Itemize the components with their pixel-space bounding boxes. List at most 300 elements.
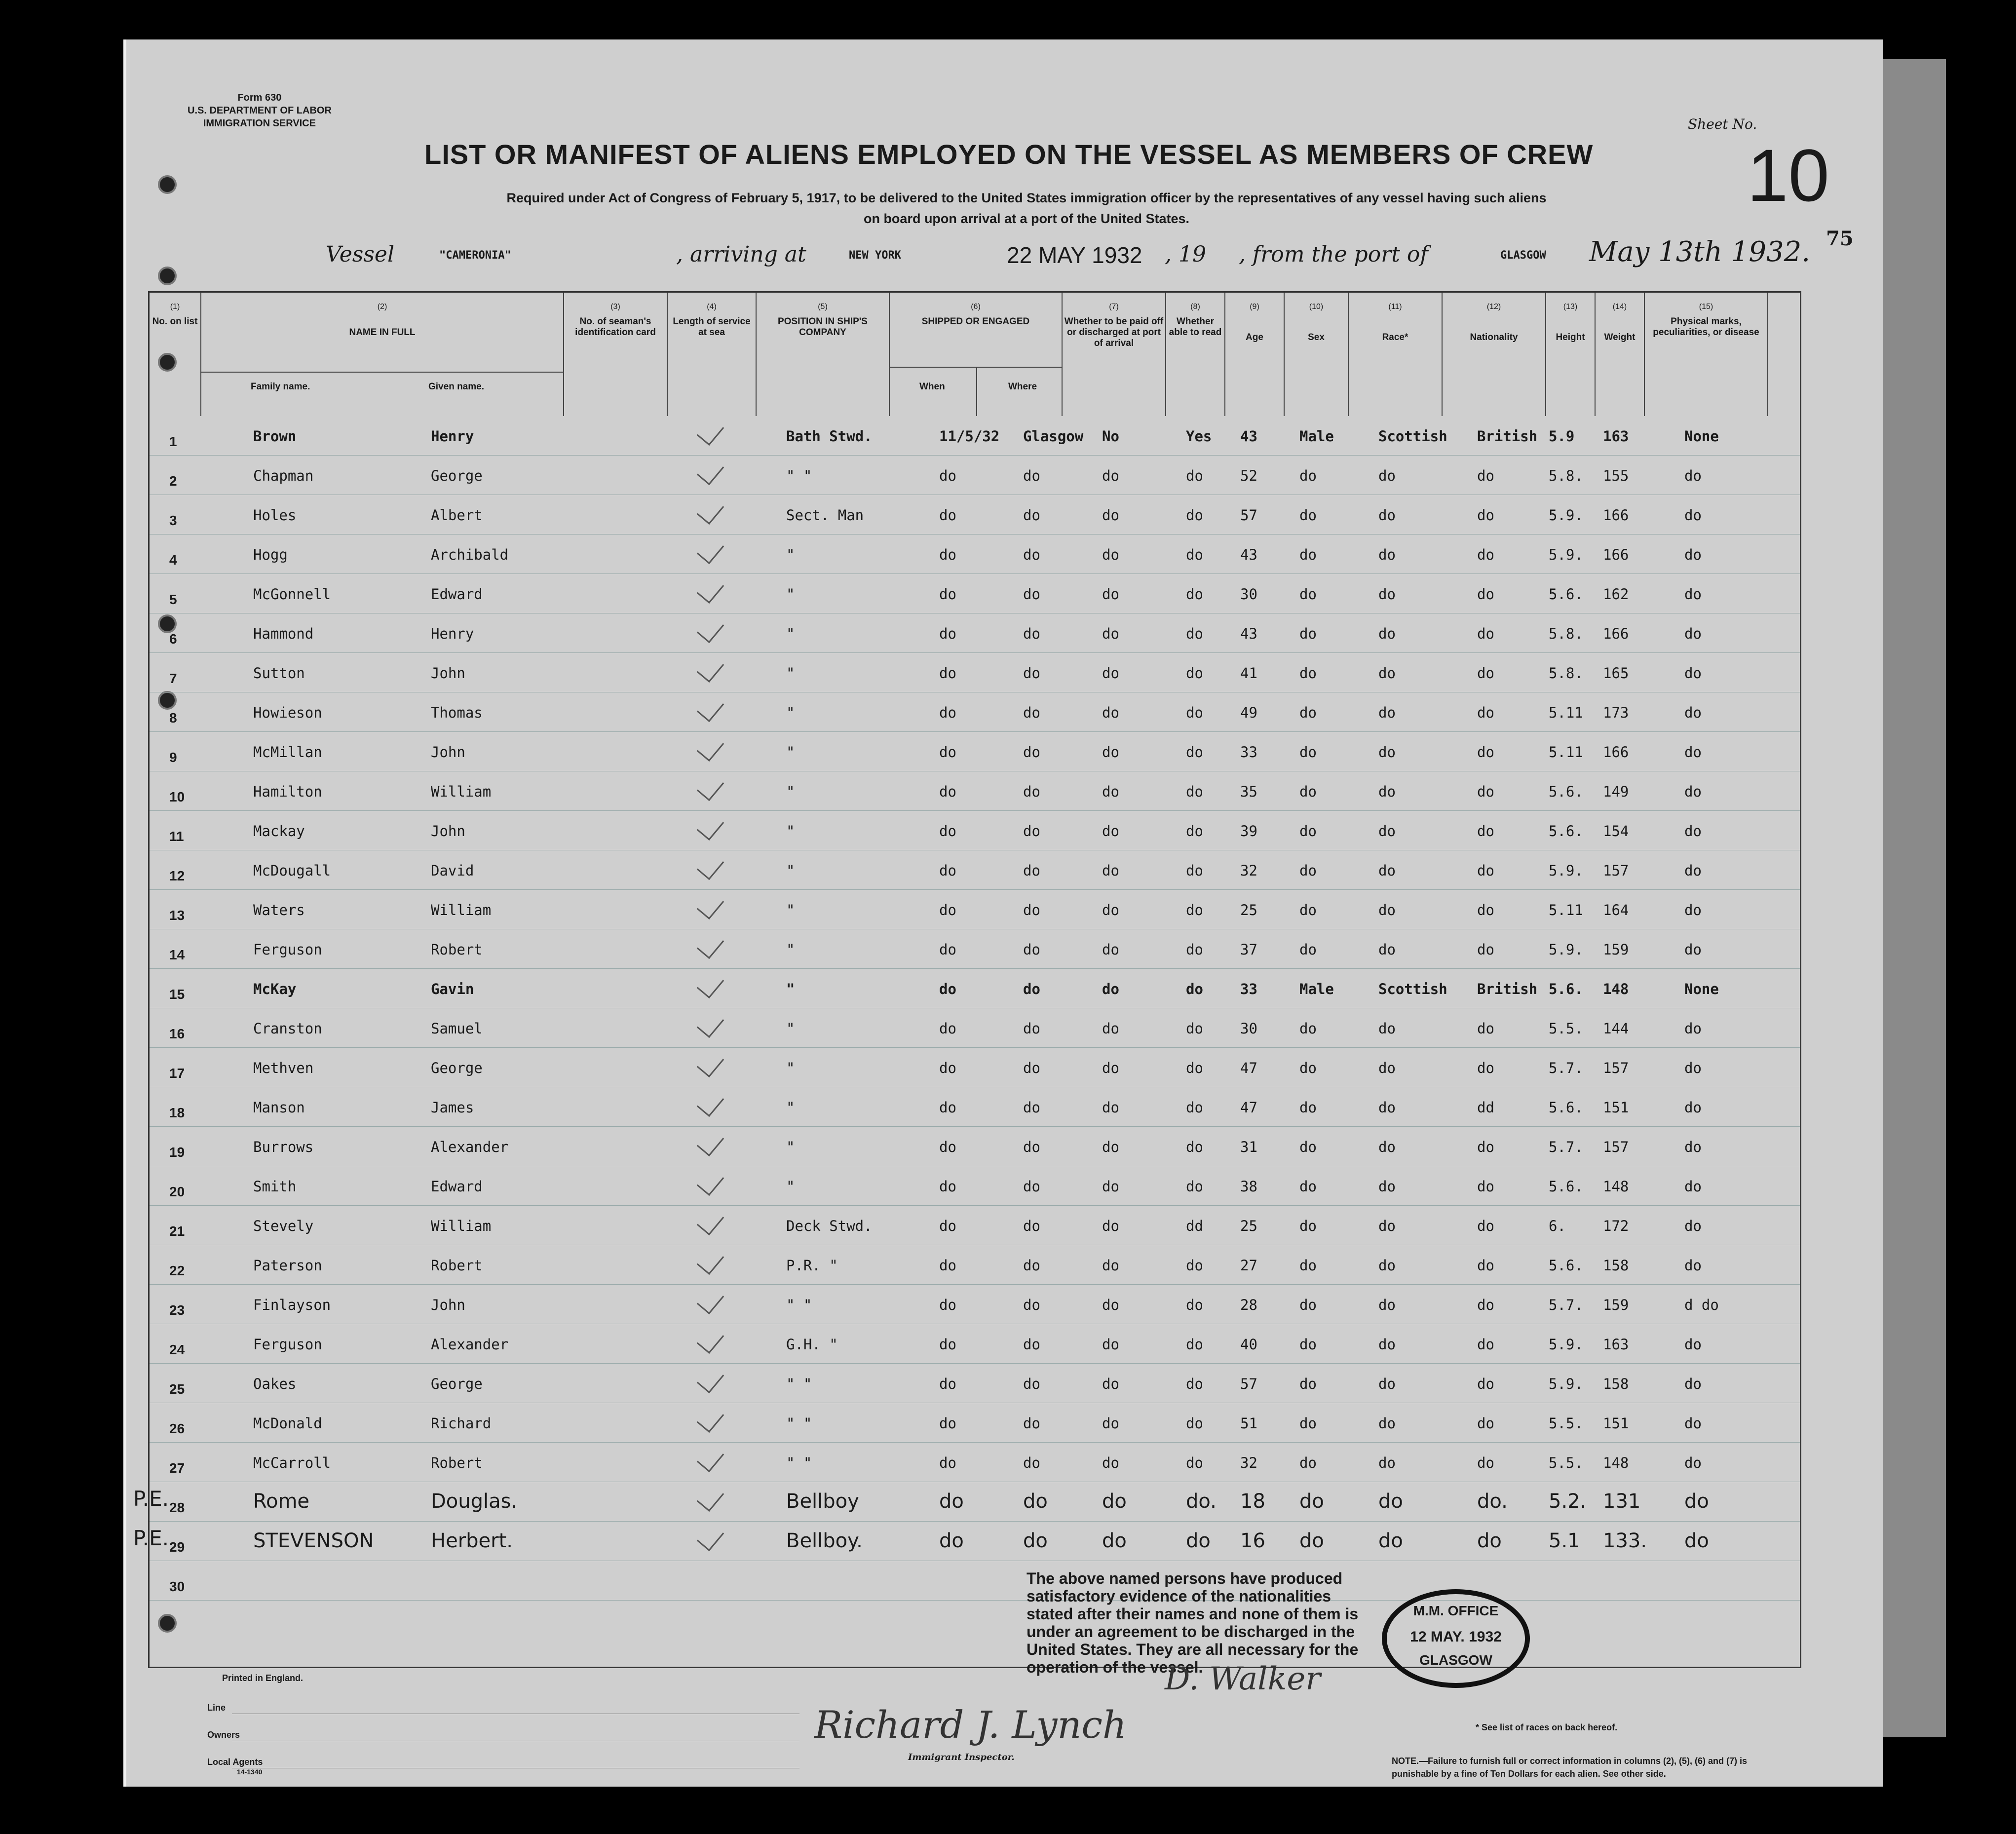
cell-marks: do bbox=[1684, 507, 1702, 524]
cell-family: McMillan bbox=[253, 744, 322, 761]
cell-marks: do bbox=[1684, 941, 1702, 958]
cell-height: 5.6. bbox=[1549, 823, 1583, 840]
cell-age: 52 bbox=[1240, 467, 1257, 484]
cell-age: 33 bbox=[1240, 981, 1257, 997]
cell-sex: do bbox=[1299, 1336, 1317, 1353]
vessel-label: Vessel bbox=[326, 242, 395, 267]
cell-sex: do bbox=[1299, 1099, 1317, 1116]
col-header-position: (5) POSITION IN SHIP'S COMPANY bbox=[757, 293, 890, 416]
cell-marks: do bbox=[1684, 467, 1702, 484]
cell-nat: do bbox=[1477, 862, 1494, 879]
cell-read: do bbox=[1186, 783, 1203, 800]
table-row bbox=[150, 574, 1800, 613]
cell-nat: dd bbox=[1477, 1099, 1494, 1116]
cell-position: " bbox=[786, 1178, 795, 1195]
cell-given: George bbox=[431, 1060, 483, 1076]
cell-when: do bbox=[939, 1257, 956, 1274]
cell-height: 5.6. bbox=[1549, 1099, 1583, 1116]
cell-paid: do bbox=[1102, 665, 1119, 682]
cell-age: 33 bbox=[1240, 744, 1257, 761]
cell-read: do bbox=[1186, 704, 1203, 721]
cell-sex: do bbox=[1299, 1218, 1317, 1234]
cell-age: 25 bbox=[1240, 902, 1257, 918]
cell-paid: do bbox=[1102, 1336, 1119, 1353]
cell-read: do bbox=[1186, 546, 1203, 563]
cell-where: do bbox=[1023, 625, 1040, 642]
cell-position: " " bbox=[786, 1415, 812, 1432]
cell-when: do bbox=[939, 625, 956, 642]
cell-given: Edward bbox=[431, 1178, 483, 1195]
cell-weight: 173 bbox=[1603, 704, 1629, 721]
departure-date-handwritten: May 13th 1932. bbox=[1589, 236, 1811, 268]
checkmark-icon bbox=[697, 1523, 724, 1551]
table-row bbox=[150, 456, 1800, 495]
row-number: 17 bbox=[169, 1066, 185, 1081]
page-title: LIST OR MANIFEST OF ALIENS EMPLOYED ON THE VESSEL AS MEMBERS OF CREW bbox=[424, 139, 1594, 170]
cell-age: 30 bbox=[1240, 1020, 1257, 1037]
cell-where: do bbox=[1023, 665, 1040, 682]
table-row bbox=[150, 1245, 1800, 1285]
cell-given: John bbox=[431, 665, 465, 682]
form-number: Form 630 bbox=[237, 92, 282, 103]
cell-read: do. bbox=[1186, 1490, 1217, 1513]
cell-where: do bbox=[1023, 1415, 1040, 1432]
cell-where: do bbox=[1023, 1099, 1040, 1116]
master-signature: D. Walker bbox=[1165, 1661, 1321, 1697]
checkmark-icon bbox=[697, 1286, 724, 1314]
row-number: 4 bbox=[169, 552, 177, 568]
cell-when: do bbox=[939, 467, 956, 484]
cell-position: Bellboy bbox=[786, 1490, 859, 1513]
cell-given: Richard bbox=[431, 1415, 492, 1432]
cell-weight: 148 bbox=[1603, 1454, 1629, 1471]
cell-paid: do bbox=[1102, 783, 1119, 800]
cell-race: do bbox=[1378, 1376, 1396, 1392]
cell-sex: do bbox=[1299, 586, 1317, 603]
cell-nat: do bbox=[1477, 1376, 1494, 1392]
cell-height: 5.6. bbox=[1549, 1257, 1583, 1274]
cell-read: do bbox=[1186, 665, 1203, 682]
cell-marks: do bbox=[1684, 704, 1702, 721]
cell-age: 25 bbox=[1240, 1218, 1257, 1234]
row-number: 27 bbox=[169, 1460, 185, 1476]
cell-marks: do bbox=[1684, 744, 1702, 761]
cell-given: Thomas bbox=[431, 704, 483, 721]
cell-when: do bbox=[939, 862, 956, 879]
cell-marks: do bbox=[1684, 1257, 1702, 1274]
cell-paid: do bbox=[1102, 862, 1119, 879]
cell-family: McDonald bbox=[253, 1415, 322, 1432]
cell-paid: No bbox=[1102, 428, 1119, 445]
cell-paid: do bbox=[1102, 586, 1119, 603]
cell-when: do bbox=[939, 1376, 956, 1392]
cell-position: Bath Stwd. bbox=[786, 428, 873, 445]
cell-height: 5.6. bbox=[1549, 783, 1583, 800]
cell-marks: d do bbox=[1684, 1297, 1719, 1313]
cell-nat: do bbox=[1477, 507, 1494, 524]
cell-when: do bbox=[939, 1060, 956, 1076]
checkmark-icon bbox=[697, 536, 724, 564]
cell-marks: do bbox=[1684, 586, 1702, 603]
cell-marks: do bbox=[1684, 783, 1702, 800]
subtitle-line-1: Required under Act of Congress of February 5, 1917, to be delivered to the United States immigration officer by the representatives of any vessel having such aliens bbox=[506, 191, 1547, 205]
cell-sex: do bbox=[1299, 862, 1317, 879]
cell-position: Bellboy. bbox=[786, 1529, 863, 1552]
cell-when: do bbox=[939, 941, 956, 958]
cell-sex: do bbox=[1299, 1529, 1324, 1552]
cell-height: 5.9. bbox=[1549, 941, 1583, 958]
cell-weight: 172 bbox=[1603, 1218, 1629, 1234]
arriving-label: , arriving at bbox=[676, 242, 806, 267]
col-header-marks: (15) Physical marks, peculiarities, or disease bbox=[1645, 293, 1768, 416]
checkmark-icon bbox=[697, 733, 724, 762]
col-header-paid-off: (7) Whether to be paid off or discharged at port of arrival bbox=[1063, 293, 1166, 416]
cell-race: do bbox=[1378, 586, 1396, 603]
cell-position: Sect. Man bbox=[786, 507, 864, 524]
cell-age: 38 bbox=[1240, 1178, 1257, 1195]
cell-where: do bbox=[1023, 941, 1040, 958]
vessel-name: "CAMERONIA" bbox=[439, 249, 511, 262]
cell-sex: do bbox=[1299, 507, 1317, 524]
cell-sex: do bbox=[1299, 1415, 1317, 1432]
checkmark-icon bbox=[697, 1089, 724, 1117]
cell-age: 57 bbox=[1240, 507, 1257, 524]
cell-height: 5.11 bbox=[1549, 704, 1583, 721]
table-row bbox=[150, 929, 1800, 969]
checkmark-icon bbox=[697, 1484, 724, 1512]
crew-table bbox=[148, 291, 1801, 1668]
cell-family: Mackay bbox=[253, 823, 305, 840]
table-row bbox=[150, 1087, 1800, 1127]
cell-height: 5.11 bbox=[1549, 744, 1583, 761]
cell-race: do bbox=[1378, 1020, 1396, 1037]
row-number: 30 bbox=[169, 1579, 185, 1594]
form-header bbox=[188, 91, 332, 130]
cell-weight: 158 bbox=[1603, 1257, 1629, 1274]
cell-race: do bbox=[1378, 1178, 1396, 1195]
cell-sex: do bbox=[1299, 783, 1317, 800]
cell-height: 5.9. bbox=[1549, 507, 1583, 524]
cell-weight: 163 bbox=[1603, 428, 1629, 445]
cell-paid: do bbox=[1102, 546, 1119, 563]
cell-marks: do bbox=[1684, 1454, 1702, 1471]
cell-height: 5.8. bbox=[1549, 665, 1583, 682]
cell-paid: do bbox=[1102, 1454, 1119, 1471]
cell-sex: do bbox=[1299, 1454, 1317, 1471]
cell-height: 5.9. bbox=[1549, 1376, 1583, 1392]
cell-given: Samuel bbox=[431, 1020, 483, 1037]
checkmark-icon bbox=[697, 1168, 724, 1196]
cell-paid: do bbox=[1102, 1490, 1127, 1513]
col-header-no: (1) No. on list bbox=[150, 293, 201, 416]
cell-sex: do bbox=[1299, 1178, 1317, 1195]
cell-nat: do bbox=[1477, 823, 1494, 840]
cell-family: McCarroll bbox=[253, 1454, 331, 1471]
cell-family: Hammond bbox=[253, 625, 314, 642]
row-number: 7 bbox=[169, 671, 177, 686]
row-number: 11 bbox=[169, 829, 184, 844]
cell-race: do bbox=[1378, 941, 1396, 958]
cell-paid: do bbox=[1102, 1257, 1119, 1274]
cell-where: do bbox=[1023, 1218, 1040, 1234]
cell-nat: do bbox=[1477, 1020, 1494, 1037]
col-header-race: (11) Race* bbox=[1349, 293, 1443, 416]
row-number: 25 bbox=[169, 1381, 185, 1397]
cell-nat: do bbox=[1477, 704, 1494, 721]
table-row bbox=[150, 1364, 1800, 1403]
cell-height: 5.9 bbox=[1549, 428, 1575, 445]
cell-position: " " bbox=[786, 1454, 812, 1471]
cell-where: do bbox=[1023, 704, 1040, 721]
cell-nat: do bbox=[1477, 902, 1494, 918]
cell-position: " bbox=[786, 783, 795, 800]
cell-nat: do bbox=[1477, 586, 1494, 603]
cell-family: Hamilton bbox=[253, 783, 322, 800]
cell-paid: do bbox=[1102, 1099, 1119, 1116]
cell-where: do bbox=[1023, 1139, 1040, 1155]
cell-race: do bbox=[1378, 507, 1396, 524]
line-label: Line bbox=[207, 1703, 226, 1713]
cell-height: 5.6. bbox=[1549, 981, 1583, 997]
cell-race: do bbox=[1378, 1336, 1396, 1353]
cell-read: do bbox=[1186, 1060, 1203, 1076]
cell-sex: do bbox=[1299, 1020, 1317, 1037]
cell-race: do bbox=[1378, 1529, 1403, 1552]
cell-family: Manson bbox=[253, 1099, 305, 1116]
cell-height: 5.6. bbox=[1549, 1178, 1583, 1195]
cell-marks: do bbox=[1684, 1490, 1709, 1513]
cell-age: 51 bbox=[1240, 1415, 1257, 1432]
cell-read: dd bbox=[1186, 1218, 1203, 1234]
cell-paid: do bbox=[1102, 1376, 1119, 1392]
cell-marks: do bbox=[1684, 1336, 1702, 1353]
cell-weight: 166 bbox=[1603, 744, 1629, 761]
col-header-service: (4) Length of service at sea bbox=[668, 293, 757, 416]
cell-paid: do bbox=[1102, 467, 1119, 484]
sheet-number: 10 bbox=[1747, 134, 1829, 217]
cell-when: do bbox=[939, 586, 956, 603]
checkmark-icon bbox=[697, 418, 724, 446]
cell-nat: do bbox=[1477, 783, 1494, 800]
cell-when: do bbox=[939, 783, 956, 800]
cell-family: Hogg bbox=[253, 546, 288, 563]
col-header-id-card: (3) No. of seaman's identification card bbox=[564, 293, 668, 416]
cell-read: do bbox=[1186, 586, 1203, 603]
cell-family: McKay bbox=[253, 981, 297, 997]
cell-weight: 157 bbox=[1603, 862, 1629, 879]
cell-weight: 151 bbox=[1603, 1415, 1629, 1432]
cell-marks: do bbox=[1684, 1060, 1702, 1076]
cell-position: " bbox=[786, 1020, 795, 1037]
cell-sex: do bbox=[1299, 1376, 1317, 1392]
cell-height: 5.7. bbox=[1549, 1060, 1583, 1076]
col-header-height: (13) Height bbox=[1546, 293, 1596, 416]
cell-sex: do bbox=[1299, 1297, 1317, 1313]
cell-age: 37 bbox=[1240, 941, 1257, 958]
cell-paid: do bbox=[1102, 823, 1119, 840]
table-row bbox=[150, 416, 1800, 456]
cell-nat: British bbox=[1477, 428, 1538, 445]
side-note: P.E. bbox=[133, 1526, 169, 1550]
cell-weight: 131 bbox=[1603, 1490, 1641, 1513]
cell-where: do bbox=[1023, 981, 1040, 997]
cell-read: do bbox=[1186, 1376, 1203, 1392]
cell-read: do bbox=[1186, 507, 1203, 524]
printed-in: Printed in England. bbox=[222, 1673, 304, 1683]
cell-marks: do bbox=[1684, 1376, 1702, 1392]
cell-age: 43 bbox=[1240, 625, 1257, 642]
cell-read: do bbox=[1186, 1454, 1203, 1471]
row-number: 16 bbox=[169, 1026, 185, 1041]
cell-sex: do bbox=[1299, 704, 1317, 721]
table-row bbox=[150, 495, 1800, 535]
row-number: 20 bbox=[169, 1184, 185, 1199]
cell-weight: 149 bbox=[1603, 783, 1629, 800]
cell-read: do bbox=[1186, 625, 1203, 642]
row-number: 28 bbox=[169, 1500, 185, 1515]
corner-stamp: 75 bbox=[1826, 227, 1854, 250]
cell-read: do bbox=[1186, 902, 1203, 918]
cell-nat: do bbox=[1477, 665, 1494, 682]
row-number: 8 bbox=[169, 710, 177, 726]
cell-position: P.R. " bbox=[786, 1257, 838, 1274]
page-subtitle bbox=[360, 188, 1693, 229]
certification-text: The above named persons have produced satisfactory evidence of the nationalities stated after their names and none of them is under an agreement to be discharged in the United States. They are all necessary for the operation of the vessel. bbox=[1027, 1569, 1359, 1676]
cell-sex: do bbox=[1299, 1490, 1324, 1513]
arrival-date: 22 MAY 1932 bbox=[1007, 242, 1142, 268]
checkmark-icon bbox=[697, 497, 724, 525]
cell-age: 43 bbox=[1240, 546, 1257, 563]
cell-paid: do bbox=[1102, 1020, 1119, 1037]
cell-when: do bbox=[939, 823, 956, 840]
cell-sex: do bbox=[1299, 1257, 1317, 1274]
row-number: 24 bbox=[169, 1342, 185, 1357]
row-number: 21 bbox=[169, 1223, 185, 1239]
cell-family: Methven bbox=[253, 1060, 314, 1076]
cell-where: do bbox=[1023, 1490, 1048, 1513]
cell-weight: 144 bbox=[1603, 1020, 1629, 1037]
cell-age: 31 bbox=[1240, 1139, 1257, 1155]
checkmark-icon bbox=[697, 1128, 724, 1156]
cell-where: do bbox=[1023, 783, 1040, 800]
cell-family: Oakes bbox=[253, 1376, 297, 1392]
checkmark-icon bbox=[697, 852, 724, 880]
cell-read: do bbox=[1186, 1020, 1203, 1037]
cell-height: 5.9. bbox=[1549, 546, 1583, 563]
col-header-shipped: (6) SHIPPED OR ENGAGED When Where bbox=[890, 293, 1063, 416]
cell-weight: 164 bbox=[1603, 902, 1629, 918]
inspector-signature: Richard J. Lynch bbox=[814, 1703, 1127, 1747]
cell-read: do bbox=[1186, 1257, 1203, 1274]
cell-where: do bbox=[1023, 1020, 1040, 1037]
table-row bbox=[150, 1403, 1800, 1443]
cell-where: do bbox=[1023, 1178, 1040, 1195]
cell-family: Waters bbox=[253, 902, 305, 918]
cell-position: " bbox=[786, 546, 795, 563]
cell-paid: do bbox=[1102, 902, 1119, 918]
cell-race: do bbox=[1378, 1297, 1396, 1313]
checkmark-icon bbox=[697, 773, 724, 801]
cell-when: do bbox=[939, 704, 956, 721]
cell-position: " " bbox=[786, 1297, 812, 1313]
cell-given: Douglas. bbox=[431, 1490, 518, 1513]
cell-when: do bbox=[939, 744, 956, 761]
cell-race: do bbox=[1378, 744, 1396, 761]
cell-paid: do bbox=[1102, 941, 1119, 958]
cell-family: Ferguson bbox=[253, 1336, 322, 1353]
cell-where: do bbox=[1023, 823, 1040, 840]
binder-hole-icon bbox=[158, 175, 177, 194]
table-row bbox=[150, 732, 1800, 771]
cell-position: " bbox=[786, 862, 795, 879]
cell-race: do bbox=[1378, 665, 1396, 682]
cell-weight: 163 bbox=[1603, 1336, 1629, 1353]
cell-where: do bbox=[1023, 1376, 1040, 1392]
cell-nat: do bbox=[1477, 1529, 1502, 1552]
year-label: , 19 bbox=[1165, 242, 1206, 267]
cell-sex: do bbox=[1299, 941, 1317, 958]
table-row bbox=[150, 613, 1800, 653]
cell-read: do bbox=[1186, 823, 1203, 840]
cell-family: Ferguson bbox=[253, 941, 322, 958]
stamp-top: M.M. OFFICE bbox=[1413, 1603, 1499, 1618]
cell-nat: do bbox=[1477, 941, 1494, 958]
col-header-age: (9) Age bbox=[1225, 293, 1285, 416]
cell-nat: do. bbox=[1477, 1490, 1508, 1513]
cell-given: Gavin bbox=[431, 981, 474, 997]
cell-paid: do bbox=[1102, 1139, 1119, 1155]
row-number: 12 bbox=[169, 868, 185, 883]
department: U.S. DEPARTMENT OF LABOR bbox=[188, 105, 332, 116]
cell-weight: 162 bbox=[1603, 586, 1629, 603]
cell-read: do bbox=[1186, 1099, 1203, 1116]
cell-read: do bbox=[1186, 862, 1203, 879]
row-number: 6 bbox=[169, 631, 177, 647]
cell-sex: do bbox=[1299, 1139, 1317, 1155]
cell-weight: 157 bbox=[1603, 1139, 1629, 1155]
col-header-weight: (14) Weight bbox=[1596, 293, 1645, 416]
cell-family: Burrows bbox=[253, 1139, 314, 1155]
penalty-note: NOTE.—Failure to furnish full or correct information in columns (2), (5), (6) and (7) is punishable by a fine of Ten Dollars for each alien. See other side. bbox=[1392, 1756, 1748, 1779]
cell-nat: do bbox=[1477, 1060, 1494, 1076]
cell-paid: do bbox=[1102, 1218, 1119, 1234]
cell-when: do bbox=[939, 1415, 956, 1432]
row-number: 14 bbox=[169, 947, 185, 962]
checkmark-icon bbox=[697, 891, 724, 919]
cell-where: do bbox=[1023, 1454, 1040, 1471]
cell-age: 30 bbox=[1240, 586, 1257, 603]
cell-age: 35 bbox=[1240, 783, 1257, 800]
cell-where: do bbox=[1023, 467, 1040, 484]
cell-read: Yes bbox=[1186, 428, 1212, 445]
cell-height: 5.7. bbox=[1549, 1297, 1583, 1313]
cell-given: Robert bbox=[431, 1454, 483, 1471]
cell-when: do bbox=[939, 1178, 956, 1195]
cell-age: 28 bbox=[1240, 1297, 1257, 1313]
cell-weight: 155 bbox=[1603, 467, 1629, 484]
checkmark-icon bbox=[697, 1049, 724, 1077]
cell-when: do bbox=[939, 1297, 956, 1313]
cell-given: Henry bbox=[431, 428, 474, 445]
cell-where: do bbox=[1023, 1257, 1040, 1274]
cell-where: do bbox=[1023, 507, 1040, 524]
cell-read: do bbox=[1186, 1139, 1203, 1155]
table-row bbox=[150, 771, 1800, 811]
cell-where: do bbox=[1023, 862, 1040, 879]
cell-given: Robert bbox=[431, 1257, 483, 1274]
cell-sex: Male bbox=[1299, 428, 1334, 445]
cell-position: " bbox=[786, 586, 795, 603]
